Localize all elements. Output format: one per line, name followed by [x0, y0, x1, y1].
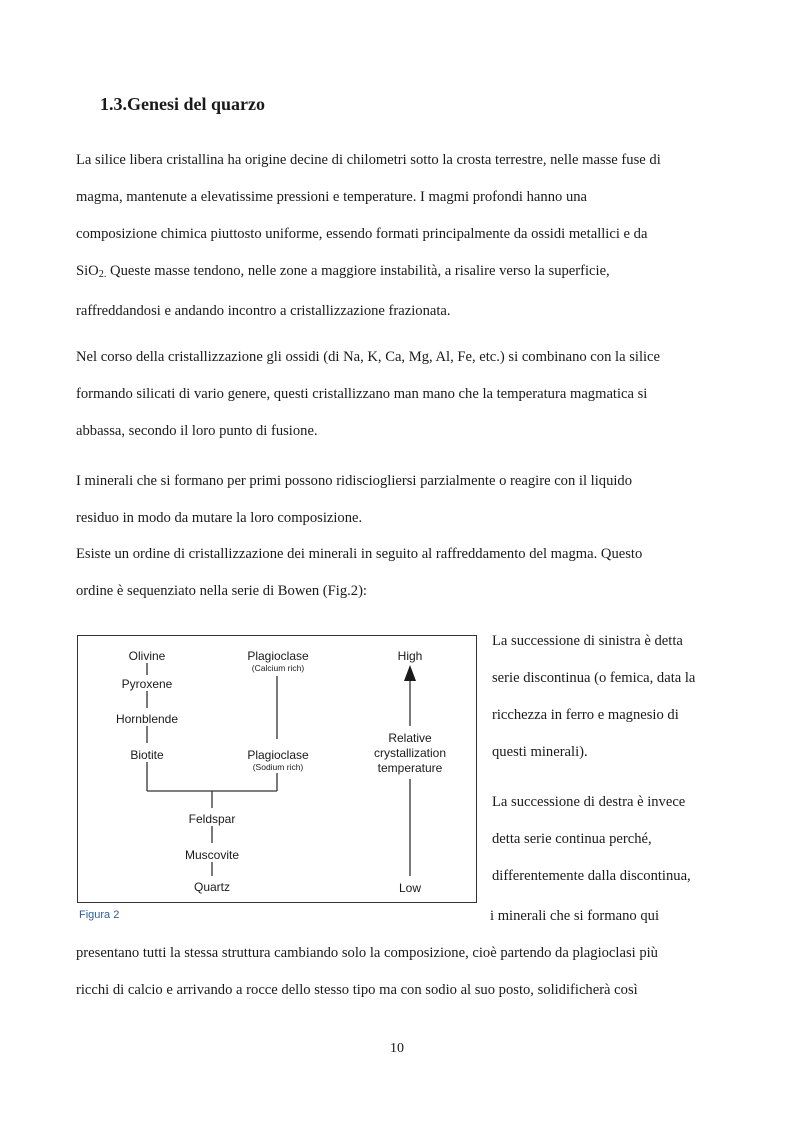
text-line: serie discontinua (o femica, data la — [492, 670, 696, 686]
text-line: questi minerali). — [492, 744, 588, 760]
text-line: La successione di sinistra è detta — [492, 633, 683, 649]
sio2-subscript: 2. — [98, 269, 107, 281]
page-number: 10 — [390, 1041, 404, 1056]
text-line: La silice libera cristallina ha origine decine di chilometri sotto la crosta terrestre, nelle masse fuse di — [76, 152, 661, 168]
sio2-base: SiO — [76, 263, 99, 279]
mineral-feldspar: Feldspar — [188, 812, 236, 826]
paragraph-crystallization — [76, 339, 718, 450]
mineral-muscovite: Muscovite — [184, 848, 240, 862]
figure-caption: Figura 2 — [79, 909, 120, 921]
text-line: ordine è sequenziato nella serie di Bowen (Fig.2): — [76, 583, 367, 599]
label-crystallization: crystallization — [373, 746, 447, 760]
label-low: Low — [398, 881, 422, 895]
text-line: abbassa, secondo il loro punto di fusione. — [76, 423, 318, 439]
mineral-biotite: Biotite — [130, 748, 164, 762]
text-line: raffreddandosi e andando incontro a cristallizzazione frazionata. — [76, 303, 451, 320]
text-line: Esiste un ordine di cristallizzazione dei minerali in seguito al raffreddamento del magma. Questo — [76, 546, 643, 562]
mineral-plagioclase-calcium: Plagioclase — [247, 649, 309, 663]
text-line: Nel corso della cristallizzazione gli ossidi (di Na, K, Ca, Mg, Al, Fe, etc.) si combinano con la silice — [76, 349, 661, 365]
note-calcium-rich: (Calcium rich) — [251, 663, 305, 673]
text-line: composizione chimica piuttosto uniforme, essendo formati principalmente da ossidi metallici e da — [76, 226, 648, 242]
label-relative: Relative — [388, 731, 432, 745]
text-line: differentemente dalla discontinua, — [492, 868, 691, 884]
arrow-up-icon — [404, 665, 416, 681]
side-text-discontinuous — [492, 623, 724, 771]
text-line-sio2 — [76, 253, 718, 293]
bowen-series-figure — [77, 635, 477, 903]
paragraph-order — [76, 536, 718, 610]
note-sodium-rich: (Sodium rich) — [252, 762, 304, 772]
text-line: ricchi di calcio e arrivando a rocce dello stesso tipo ma con sodio al suo posto, solidificherà così — [76, 982, 638, 998]
text-line: presentano tutti la stessa struttura cambiando solo la composizione, cioè partendo da plagioclasi più — [76, 945, 658, 961]
text-line: residuo in modo da mutare la loro composizione. — [76, 510, 363, 526]
bowen-series-diagram — [78, 636, 476, 902]
mineral-olivine: Olivine — [128, 649, 166, 663]
text-line: magma, mantenute a elevatissime pressioni e temperature. I magmi profondi hanno una — [76, 189, 588, 205]
mineral-plagioclase-sodium: Plagioclase — [247, 748, 309, 762]
label-temperature: temperature — [377, 761, 443, 775]
mineral-quartz: Quartz — [193, 880, 231, 894]
text-segment: Queste masse tendono, nelle zone a maggiore instabilità, a risalire verso la superficie, — [110, 263, 610, 279]
paragraph-minerals — [76, 463, 718, 537]
sio2-formula — [76, 263, 106, 279]
mineral-pyroxene: Pyroxene — [121, 677, 173, 691]
text-line: ricchezza in ferro e magnesio di — [492, 707, 679, 723]
text-line: formando silicati di vario genere, questi cristallizzano man mano che la temperatura magmatica si — [76, 386, 648, 402]
mineral-hornblende: Hornblende — [115, 712, 179, 726]
paragraph-continuation — [76, 898, 718, 1009]
text-line: La successione di destra è invece — [492, 794, 686, 810]
text-line: i minerali che si formano qui — [490, 908, 659, 924]
text-line: detta serie continua perché, — [492, 831, 652, 847]
section-heading: 1.3.Genesi del quarzo — [100, 94, 265, 114]
text-line: I minerali che si formano per primi possono ridisciogliersi parzialmente o reagire con il liquido — [76, 473, 633, 489]
paragraph-genesis — [76, 142, 718, 330]
label-high: High — [397, 649, 423, 663]
side-text-continuous — [492, 784, 724, 895]
